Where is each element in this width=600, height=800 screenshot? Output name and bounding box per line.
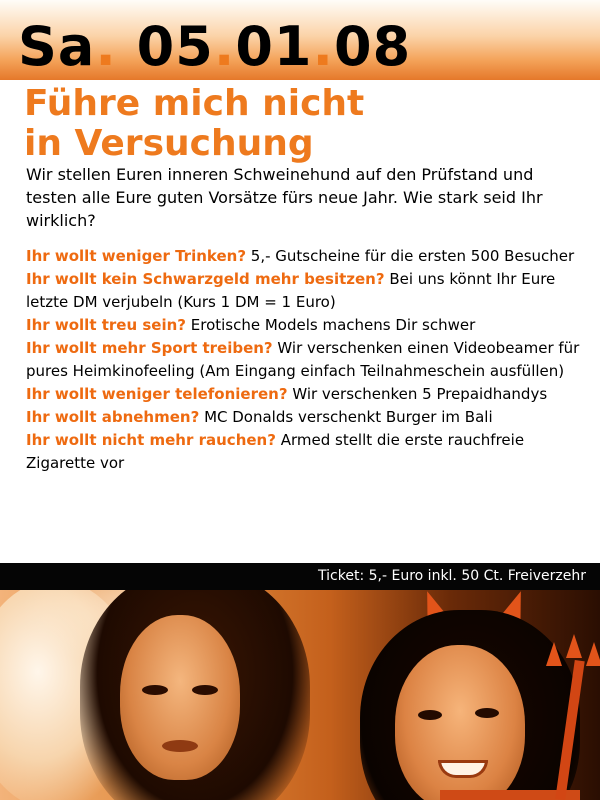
models-photo <box>0 590 600 800</box>
date-day-number: 05 <box>116 15 214 78</box>
list-item <box>26 268 586 314</box>
trident-prong-icon <box>586 642 600 666</box>
date-year: 08 <box>334 15 412 78</box>
item-answer: Erotische Models machens Dir schwer <box>185 316 476 334</box>
trident-prong-icon <box>566 634 582 658</box>
event-date <box>18 15 412 78</box>
trident-prong-icon <box>546 642 562 666</box>
angel-lips-image <box>162 740 198 752</box>
item-answer: 5,- Gutscheine für die ersten 500 Besucher <box>246 247 575 265</box>
date-dot: . <box>312 15 334 78</box>
ticket-info: Ticket: 5,- Euro inkl. 50 Ct. Freiverzehr <box>318 568 586 584</box>
item-answer: Wir verschenken 5 Prepaidhandys <box>287 385 548 403</box>
date-banner <box>0 0 600 80</box>
item-answer: Armed stellt die erste rauchfreie Zigarette vor <box>26 431 525 472</box>
ticket-bar <box>0 563 600 590</box>
resolution-list <box>26 245 586 475</box>
date-dot: . <box>213 15 236 78</box>
headline-line-1: Führe mich nicht <box>24 83 365 124</box>
item-question: Ihr wollt kein Schwarzgeld mehr besitzen? <box>26 270 385 288</box>
date-day: Sa <box>18 15 96 78</box>
devil-eye-image <box>475 708 499 718</box>
item-question: Ihr wollt weniger Trinken? <box>26 247 247 265</box>
headline-line-2: in Versuchung <box>24 123 314 164</box>
event-headline <box>24 84 584 164</box>
angel-eye-image <box>142 685 168 695</box>
item-question: Ihr wollt abnehmen? <box>26 408 200 426</box>
item-question: Ihr wollt treu sein? <box>26 316 186 334</box>
list-item <box>26 245 586 268</box>
item-question: Ihr wollt nicht mehr rauchen? <box>26 431 276 449</box>
date-month: 01 <box>235 15 313 78</box>
intro-text: Wir stellen Euren inneren Schweinehund auf den Prüfstand und testen alle Eure guten Vorsätze fürs neue Jahr. Wie stark seid Ihr wirklich? <box>26 165 543 230</box>
list-item <box>26 383 586 406</box>
list-item <box>26 337 586 383</box>
devil-eye-image <box>418 710 442 720</box>
list-item <box>26 314 586 337</box>
item-question: Ihr wollt weniger telefonieren? <box>26 385 288 403</box>
angel-eye-image <box>192 685 218 695</box>
item-answer: MC Donalds verschenkt Burger im Bali <box>199 408 493 426</box>
date-dot: . <box>95 15 117 78</box>
list-item <box>26 429 586 475</box>
item-question: Ihr wollt mehr Sport treiben? <box>26 339 273 357</box>
list-item <box>26 406 586 429</box>
angel-model-image <box>120 615 240 780</box>
item-answer: Bei uns könnt Ihr Eure letzte DM verjubeln (Kurs 1 DM = 1 Euro) <box>26 270 556 311</box>
item-answer: Wir verschenken einen Videobeamer für pures Heimkinofeeling (Am Eingang einfach Teilnahmeschein ausfüllen) <box>26 339 580 380</box>
